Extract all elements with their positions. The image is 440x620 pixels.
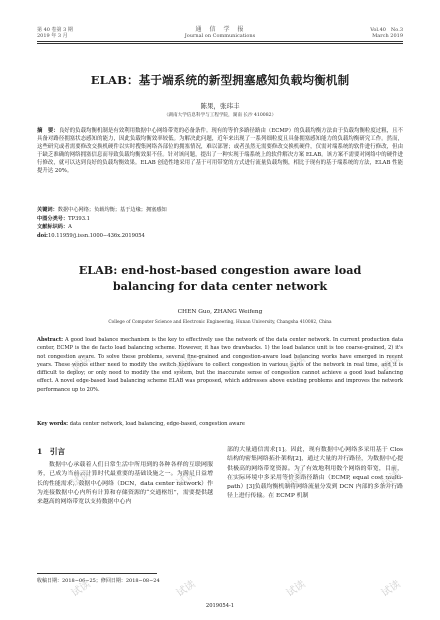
doc-code-label: 文献标识码：: [37, 224, 69, 230]
doi-value: 10.11959/j.issn.1000−436x.2019054: [47, 232, 145, 239]
keywords-cn-label: 关键词：: [37, 207, 58, 213]
doc-code-value: A: [68, 224, 72, 230]
keywords-cn-text: 数据中心网络；负载均衡；基于边缘；拥塞感知: [57, 207, 167, 213]
keywords-en: [37, 421, 403, 427]
watermark: 试读: [174, 353, 198, 375]
abstract-cn-label: 摘 要：: [37, 128, 59, 134]
watermark: 试读: [174, 468, 198, 490]
section-number: 1: [37, 447, 43, 456]
watermark: 试读: [379, 468, 403, 490]
journal-issue-right: [370, 27, 403, 39]
journal-name-en: Journal on Communications: [184, 33, 256, 39]
journal-name-cn: 通 信 学 报: [195, 26, 245, 33]
title-en-line2: balancing for data center network: [112, 278, 328, 293]
abstract-cn: [37, 127, 403, 175]
keywords-en-text: data center network, load balancing, edge-based, congestion aware: [69, 421, 245, 427]
abstract-cn-text: 良好的负载均衡机制是有效利用数据中心网络带宽的必备条件。现有的等价多路径路由（ECMP）的负载均衡方法由于负载均衡粒度过粗，且不具备对路径拥塞状态感知的能力，因此负载均衡效率较低。为解决此问题，近年来出现了一系列细粒度且具备拥塞感知能力的负载均衡研究工作。然而，这些研究或者需要修改交换机硬件以实时搜集网络各部位的拥塞情况，难以部署；或者虽然无需要修改交换机硬件，仅需对端系统的软件进行修改，但由于缺乏准确的网络拥塞信息而导致负载均衡效果不佳。针对该问题，提出了一种实现于端系统上的软件解决方案 ELAB。该方案不需要对网络中的硬件进行修改，就可以达到良好的负载均衡效果。ELAB 创造性地采用了基于可用带宽的方式进行流量负载均衡，相比于现有的基于端系统的方法，ELAB 性能提升达 20%。: [37, 128, 403, 174]
section-title: 引言: [49, 447, 66, 456]
issue-date-cn: 2019 年 3 月: [37, 33, 68, 39]
section-heading: [37, 446, 213, 457]
abstract-en-text: A good load balance mechanism is the key to effectively use the network of the data center network. In current production data center, ECMP is the de facto load balancing scheme. However, it has two drawbacks. 1) the load balance unit is too coarse-grained, 2) it's not congestion aware. To solve these problems, several fine-grained and congestion-aware load balancing works have emerged in recent years. These works either need to modify the switch hardware to collect congestion in various parts of the network in real time, and it is difficult to deploy; or only need to modify the end system, but the inaccurate sense of congestion cannot achieve a good load balancing effect. A novel edge-based load balancing scheme ELAB was proposed, which addresses above existing problems and improves the network performance up to 20%.: [37, 337, 403, 393]
abstract-en: [37, 336, 403, 394]
watermark: 试读: [379, 578, 403, 600]
left-column-text: 数据中心承载着人们日常生活中所用到的各种各样的互联网服务，已成为当前云计算时代最重要的基础设施之一。为满足日益增长的性能需求，数据中心网络（DCN，data center network）作为连接数据中心内所有计算和存储资源的“交通枢纽”，需要提供越来越高的网络带宽以支持数据中心内: [37, 462, 213, 506]
clc-label: 中图分类号：: [37, 215, 69, 222]
affiliation-en: College of Computer Science and Electronic Engineering, Hunan University, Changsha 410082, China: [108, 320, 332, 325]
document-code: [37, 224, 403, 232]
watermark: 试读: [69, 353, 93, 375]
page-number: 2019054-1: [205, 603, 235, 609]
footnote-text: 收稿日期：2018−06−25；修回日期：2018−08−24: [37, 578, 160, 584]
volume-issue-en: Vol.40 No.3: [370, 27, 403, 33]
clc-value: TP393.1: [68, 215, 90, 222]
authors-en: CHEN Guo, ZHANG Weifeng: [177, 309, 263, 315]
header-rule-thin: [37, 43, 403, 44]
issue-date-en: March 2019: [372, 33, 403, 39]
watermark: 试读: [174, 578, 198, 600]
volume-issue: 第 40 卷第 3 期: [37, 27, 73, 33]
watermark: 试读: [284, 578, 308, 600]
received-dates: [37, 577, 160, 584]
authors-cn: 陈果，张玮丰: [200, 102, 240, 110]
abstract-en-label: Abstract:: [37, 337, 64, 343]
keywords-cn: [37, 207, 403, 215]
footnote-rule: [37, 573, 157, 574]
watermark: 试读: [69, 468, 93, 490]
watermark: 试读: [284, 353, 308, 375]
doi: [37, 233, 403, 241]
title-en: [0, 263, 440, 294]
title-en-line1: ELAB: end-host-based congestion aware load: [78, 263, 362, 277]
keywords-en-label: Key words:: [37, 421, 69, 427]
watermark: 试读: [284, 468, 308, 490]
title-cn: ELAB：基于端系统的新型拥塞感知负载均衡机制: [90, 73, 350, 87]
watermark: 试读: [69, 578, 93, 600]
affiliation-cn: （湖南大学信息科学与工程学院，湖南 长沙 410082）: [163, 113, 277, 118]
watermark: 试读: [379, 353, 403, 375]
right-column-text: 部的大量通信需求[1]。因此，现有数据中心网络多采用基于 Clos 结构的密集网络拓扑架构[2]，通过大量的并行路径，为数据中心提供极高的网络带宽资源。为了有效地利用数个网络的带宽，目前，在实际环境中多采用等价多路径路由（ECMP, equal cost multi-path）[3]负载均衡机制将网络流量分发到 DCN 内部的多条并行路径上进行传输。在 ECMP 机制: [227, 447, 403, 500]
doi-label: doi:: [37, 232, 48, 239]
clc-number: [37, 216, 403, 224]
